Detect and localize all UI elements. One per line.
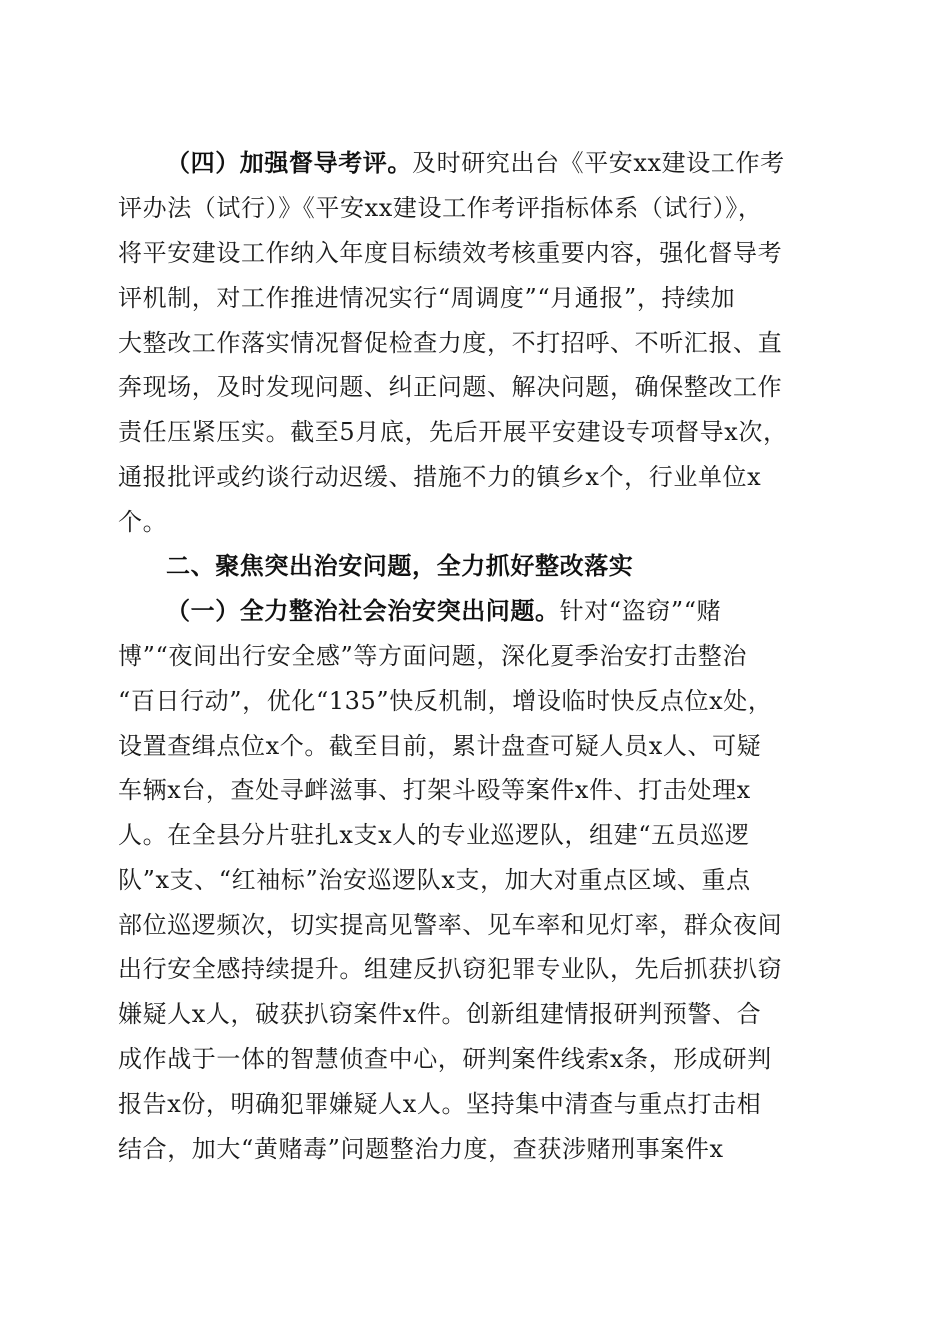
paragraph-line: 队”x支、“红袖标”治安巡逻队x支，加大对重点区域、重点 [118,866,751,894]
paragraph-line: 通报批评或约谈行动迟缓、措施不力的镇乡x个，行业单位x [118,463,762,491]
paragraph-line-section1-1 [166,596,721,626]
paragraph-line: 大整改工作落实情况督促检查力度，不打招呼、不听汇报、直 [118,329,783,357]
paragraph-line: 博”“夜间出行安全感”等方面问题，深化夏季治安打击整治 [118,642,748,670]
paragraph-line: “百日行动”，优化“135”快反机制，增设临时快反点位x处， [118,687,773,715]
paragraph-line: 评机制，对工作推进情况实行“周调度”“月通报”，持续加 [118,284,736,312]
paragraph-line: 人。在全县分片驻扎x支x人的专业巡逻队，组建“五员巡逻 [118,821,750,849]
paragraph-text: 针对“盗窃”“赌 [559,597,722,625]
paragraph-line: 评办法（试行）》《平安xx建设工作考评指标体系（试行）》， [118,194,763,222]
paragraph-line-section4-1 [166,148,785,178]
paragraph-line: 车辆x台，查处寻衅滋事、打架斗殴等案件x件、打击处理x [118,776,751,804]
paragraph-line: 部位巡逻频次，切实提高见警率、见车率和见灯率，群众夜间 [118,911,783,939]
paragraph-line: 设置查缉点位x个。截至目前，累计盘查可疑人员x人、可疑 [118,732,762,760]
paragraph-text: 及时研究出台《平安xx建设工作考 [412,149,785,177]
section-heading-4: （四）加强督导考评。 [166,149,412,177]
part-title-2: 二、聚焦突出治安问题，全力抓好整改落实 [166,552,634,580]
section-heading-1: （一）全力整治社会治安突出问题。 [166,597,560,625]
paragraph-line: 结合，加大“黄赌毒”问题整治力度，查获涉赌刑事案件x [118,1135,724,1163]
paragraph-line: 责任压紧压实。截至5月底，先后开展平安建设专项督导x次， [118,418,788,446]
paragraph-line: 出行安全感持续提升。组建反扒窃犯罪专业队，先后抓获扒窃 [118,955,783,983]
paragraph-line: 嫌疑人x人，破获扒窃案件x件。创新组建情报研判预警、合 [118,1000,762,1028]
paragraph-line: 报告x份，明确犯罪嫌疑人x人。坚持集中清查与重点打击相 [118,1090,762,1118]
paragraph-line: 个。 [118,508,168,536]
paragraph-line: 将平安建设工作纳入年度目标绩效考核重要内容，强化督导考 [118,239,783,267]
paragraph-line: 成作战于一体的智慧侦查中心，研判案件线索x条，形成研判 [118,1045,772,1073]
paragraph-line: 奔现场，及时发现问题、纠正问题、解决问题，确保整改工作 [118,373,783,401]
